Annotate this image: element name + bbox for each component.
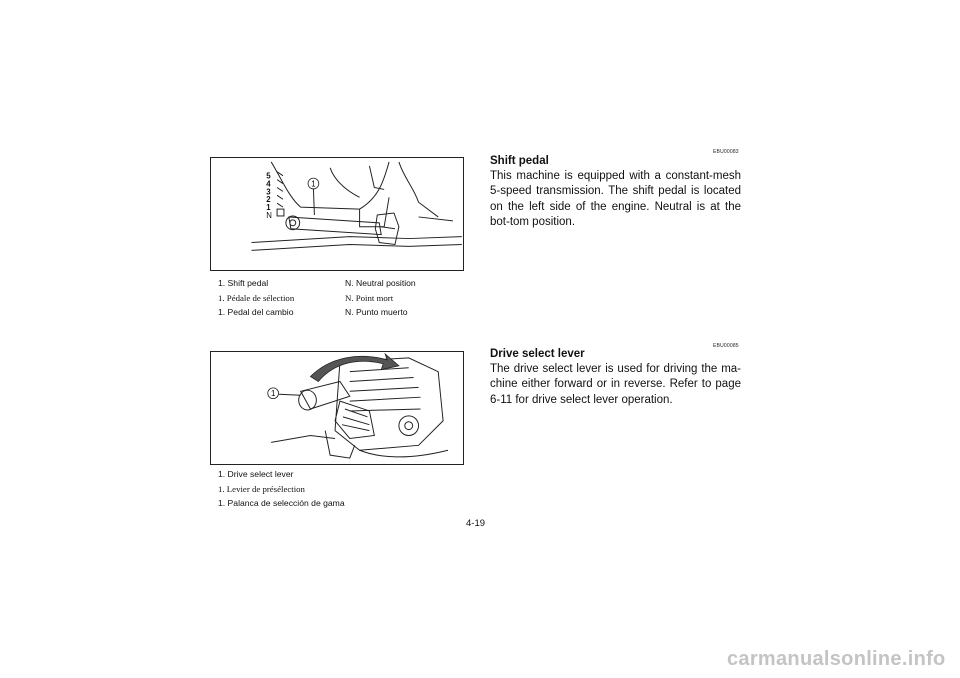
rotation-arrow-icon <box>310 354 398 382</box>
gear-label-2: 2 <box>266 195 271 205</box>
gear-label-neutral: N <box>266 210 272 220</box>
caption-en-left: 1. Shift pedal <box>218 278 269 288</box>
section-body: The drive select lever is used for driving the ma-chine either forward or in reverse. Refer to page 6-11 for drive select lever operation. <box>490 363 741 406</box>
shift-pedal-caption <box>218 276 416 320</box>
gear-label-5: 5 <box>266 171 271 181</box>
caption-row-es <box>218 305 416 320</box>
section-heading: Drive select lever <box>490 348 585 360</box>
page-number: 4-19 <box>466 518 486 529</box>
section-body: This machine is equipped with a constant-mesh 5-speed transmission. The shift pedal is located on the left side of the engine. Neutral is at the bot-tom position. <box>490 170 741 229</box>
gear-label-1: 1 <box>266 203 271 213</box>
section-heading: Shift pedal <box>490 155 549 167</box>
caption-row-es: 1. Palanca de selección de gama <box>218 498 345 508</box>
drive-select-caption <box>218 467 345 511</box>
caption-en-right: N. Neutral position <box>345 278 416 288</box>
shift-pedal-illustration <box>211 158 463 270</box>
caption-fr-left: 1. Pédale de sélection <box>218 292 295 303</box>
drive-select-illustration <box>211 352 463 464</box>
gear-label-3: 3 <box>266 187 271 197</box>
caption-row-en <box>218 276 416 291</box>
drive-select-figure <box>210 351 464 465</box>
caption-es-right: N. Punto muerto <box>345 307 408 317</box>
section-code: EBU00083 <box>713 149 739 155</box>
gear-label-4: 4 <box>266 179 271 189</box>
watermark-link[interactable]: carmanualsonline.info <box>727 648 946 670</box>
callout-label-1: 1 <box>311 179 316 189</box>
caption-fr-right: N. Point mort <box>345 292 394 303</box>
section-code: EBU00085 <box>713 343 739 349</box>
callout-label-1: 1 <box>270 389 276 399</box>
caption-row-fr: 1. Levier de présélection <box>218 483 305 494</box>
caption-row-en: 1. Drive select lever <box>218 469 294 479</box>
shift-pedal-figure <box>210 157 464 271</box>
caption-es-left: 1. Pedal del cambio <box>218 307 294 317</box>
caption-row-fr <box>218 291 416 306</box>
